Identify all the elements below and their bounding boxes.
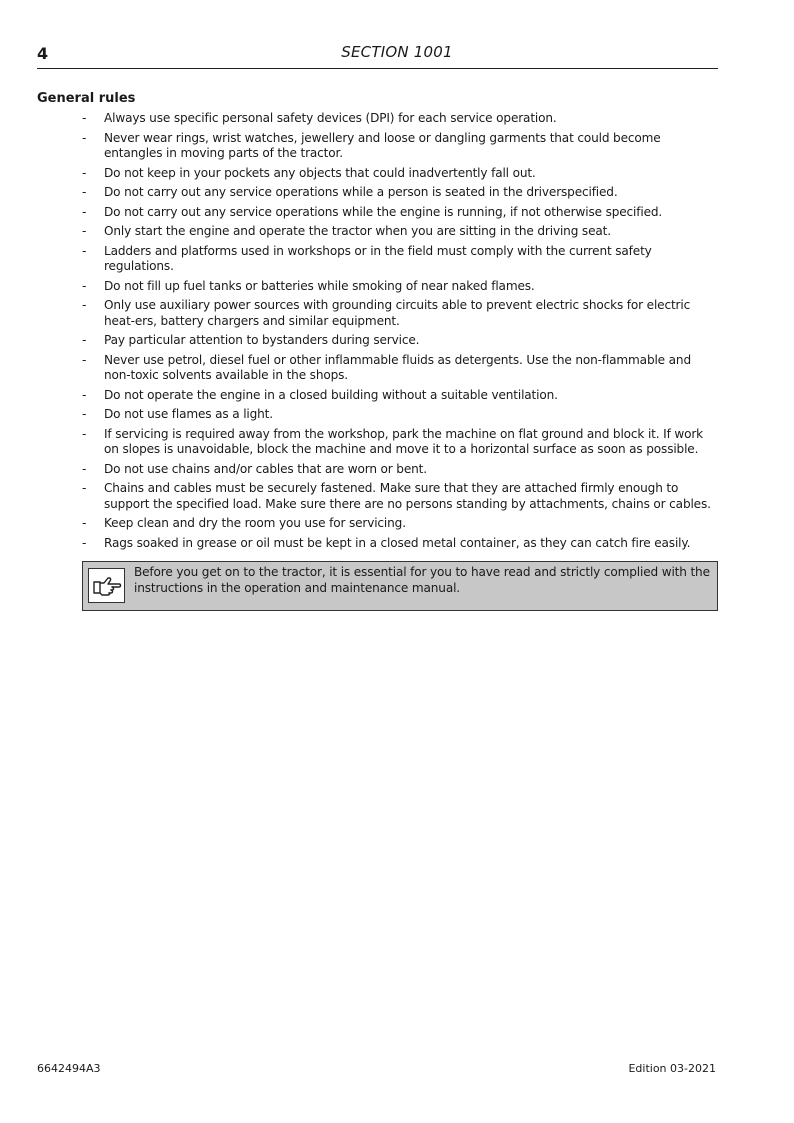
list-item: [82, 388, 720, 404]
list-bullet: -: [82, 185, 87, 199]
pointing-hand-icon: [88, 568, 125, 603]
note-box: [82, 561, 718, 611]
rule-text: Pay particular attention to bystanders during service.: [104, 333, 420, 347]
rule-text: Do not fill up fuel tanks or batteries while smoking of near naked flames.: [104, 278, 535, 293]
list-bullet: -: [82, 407, 87, 421]
list-bullet: -: [82, 535, 87, 550]
list-item: [82, 279, 720, 295]
list-item: [82, 407, 720, 423]
list-bullet: -: [82, 111, 87, 125]
list-item: [82, 224, 720, 240]
rule-text: Do not use flames as a light.: [104, 407, 273, 421]
list-item: [82, 244, 720, 275]
rules-list: [82, 111, 720, 555]
section-title: SECTION 1001: [341, 43, 453, 61]
list-bullet: -: [82, 130, 87, 145]
list-bullet: -: [82, 224, 87, 238]
list-item: [82, 185, 720, 201]
list-item: [82, 298, 720, 329]
list-item: [82, 462, 720, 478]
list-item: [82, 353, 720, 384]
rule-text: Do not carry out any service operations while a person is seated in the driverspecified.: [104, 185, 618, 199]
list-bullet: -: [82, 516, 87, 530]
list-item: [82, 333, 720, 349]
list-item: [82, 516, 720, 532]
rule-text: Do not keep in your pockets any objects that could inadvertently fall out.: [104, 165, 536, 180]
rule-text: Rags soaked in grease or oil must be kept in a closed metal container, as they can catch fire easily.: [104, 535, 691, 550]
list-item: [82, 166, 720, 182]
list-bullet: -: [82, 481, 87, 495]
list-bullet: -: [82, 165, 87, 180]
list-item: [82, 111, 720, 127]
list-item: [82, 131, 720, 162]
list-item: [82, 427, 720, 458]
list-bullet: -: [82, 461, 87, 476]
list-item: [82, 536, 720, 552]
rule-text: Chains and cables must be securely fastened. Make sure that they are attached firmly enough to support the specified load. Make sure there are no persons standing by attachments, chains or cables.: [104, 481, 711, 511]
list-item: [82, 481, 720, 512]
footer-code: 6642494A3: [37, 1062, 101, 1075]
rule-text: Ladders and platforms used in workshops or in the field must comply with the current safety regulations.: [104, 243, 652, 273]
rule-text: Only start the engine and operate the tractor when you are sitting in the driving seat.: [104, 224, 611, 238]
rule-text: Always use specific personal safety devices (DPI) for each service operation.: [104, 111, 557, 125]
note-text: Before you get on to the tractor, it is essential for you to have read and strictly complied with the instructions in the operation and maintenance manual.: [134, 565, 710, 595]
list-bullet: -: [82, 243, 87, 258]
list-bullet: -: [82, 352, 87, 367]
list-item: [82, 205, 720, 221]
footer-edition: Edition 03-2021: [628, 1062, 716, 1075]
rule-text: Do not use chains and/or cables that are worn or bent.: [104, 461, 427, 476]
rules-heading: General rules: [37, 91, 136, 106]
list-bullet: -: [82, 298, 87, 312]
rule-text: Never use petrol, diesel fuel or other inflammable fluids as detergents. Use the non-flammable and non-toxic solvents available in the shops.: [104, 352, 691, 382]
rule-text: Keep clean and dry the room you use for servicing.: [104, 516, 406, 530]
list-bullet: -: [82, 387, 87, 402]
list-bullet: -: [82, 278, 87, 293]
rule-text: Never wear rings, wrist watches, jewellery and loose or dangling garments that could become entangles in moving parts of the tractor.: [104, 130, 661, 160]
header-rule: [37, 68, 718, 69]
rule-text: Do not carry out any service operations while the engine is running, if not otherwise specified.: [104, 204, 663, 219]
page-number: 4: [37, 44, 49, 63]
rule-text: If servicing is required away from the workshop, park the machine on flat ground and block it. If work on slopes is unavoidable, block the machine and move it to a horizontal surface as soon as possible.: [104, 426, 704, 456]
rule-text: Do not operate the engine in a closed building without a suitable ventilation.: [104, 387, 558, 402]
list-bullet: -: [82, 426, 87, 441]
list-bullet: -: [82, 333, 87, 347]
list-bullet: -: [82, 204, 87, 219]
rule-text: Only use auxiliary power sources with grounding circuits able to prevent electric shocks for electric heat-ers, battery chargers and similar equipment.: [104, 298, 691, 328]
